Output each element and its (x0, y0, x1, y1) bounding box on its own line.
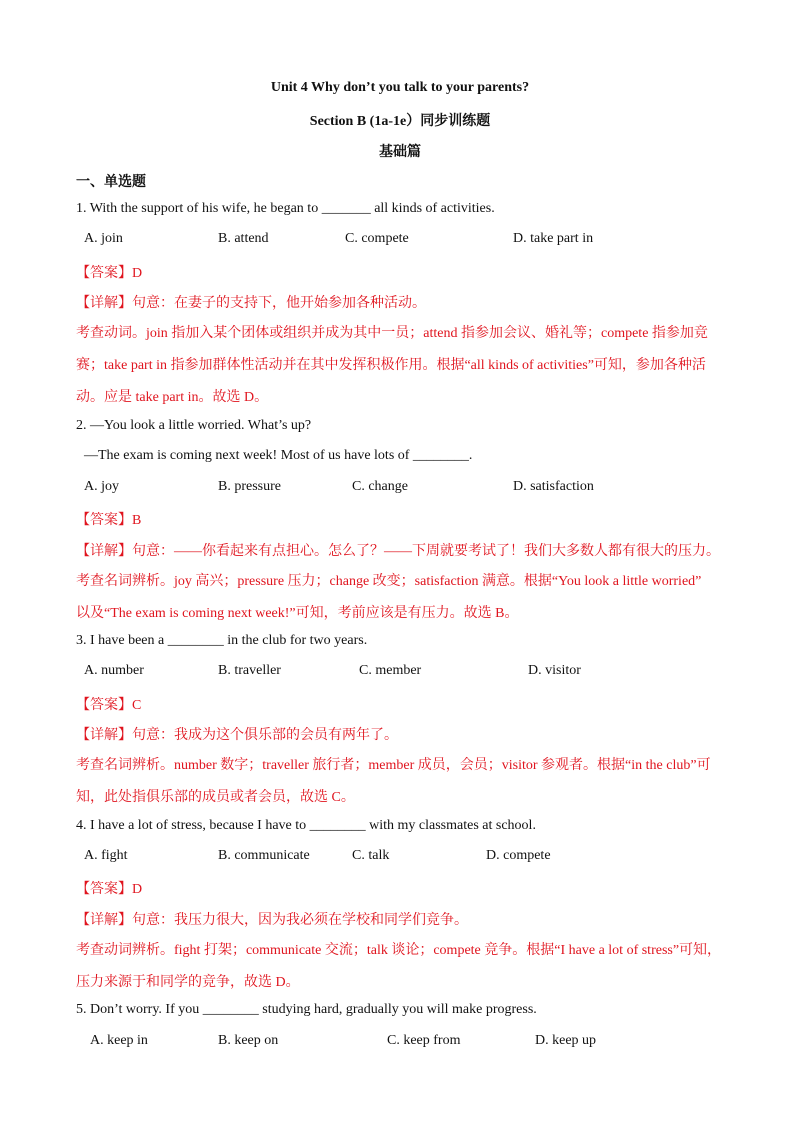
explanation-line: 考查名词辨析。joy 高兴；pressure 压力；change 改变；satisfaction 满意。根据“You look a little worried” (76, 574, 702, 589)
option-b: B. traveller (218, 663, 281, 678)
unit-title: Unit 4 Why don’t you talk to your parents? (270, 80, 530, 95)
option-d: D. keep up (535, 1033, 597, 1048)
option-d: D. take part in (513, 231, 594, 246)
question-stem: 1. With the support of his wife, he began to _______ all kinds of activities. (76, 201, 495, 216)
explanation-line: 考查名词辨析。number 数字；traveller 旅行者；member 成员，会员；visitor 参观者。根据“in the club”可 (76, 758, 711, 773)
answer-label: 【答案】B (76, 513, 142, 528)
explanation-line: 压力来源于和同学的竞争，故选 D。 (76, 975, 300, 990)
option-c: C. change (352, 479, 408, 494)
option-d: D. satisfaction (513, 479, 594, 494)
question-stem: 5. Don’t worry. If you ________ studying hard, gradually you will make progress. (76, 1002, 537, 1017)
option-d: D. compete (486, 848, 551, 863)
option-c: C. compete (345, 231, 409, 246)
option-a: A. number (84, 663, 144, 678)
explanation-line: 【详解】句意：我压力很大，因为我必须在学校和同学们竞争。 (76, 913, 468, 928)
answer-label: 【答案】C (76, 698, 142, 713)
option-c: C. talk (352, 848, 390, 863)
question-stem: 4. I have a lot of stress, because I have to ________ with my classmates at school. (76, 818, 536, 833)
question-stem-line2: —The exam is coming next week! Most of us have lots of ________. (84, 448, 473, 463)
explanation-line: 【详解】句意：在妻子的支持下，他开始参加各种活动。 (76, 296, 426, 311)
level-title: 基础篇 (379, 145, 421, 160)
explanation-line: 【详解】句意：——你看起来有点担心。怎么了？——下周就要考试了！我们大多数人都有很大的压力。 (76, 544, 720, 559)
option-a: A. join (84, 231, 123, 246)
explanation-line: 考查动词辨析。fight 打架；communicate 交流；talk 谈论；compete 竞争。根据“I have a lot of stress”可知， (76, 943, 722, 958)
option-a: A. keep in (90, 1033, 148, 1048)
explanation-line: 动。应是 take part in。故选 D。 (76, 390, 269, 405)
explanation-line: 以及“The exam is coming next week!”可知，考前应该是有压力。故选 B。 (76, 606, 519, 621)
option-a: A. fight (84, 848, 128, 863)
answer-label: 【答案】D (76, 266, 143, 281)
question-stem: 2. —You look a little worried. What’s up? (76, 418, 312, 433)
explanation-line: 赛；take part in 指参加群体性活动并在其中发挥积极作用。根据“all kinds of activities”可知，参加各种活 (76, 358, 706, 373)
option-b: B. pressure (218, 479, 281, 494)
explanation-line: 知，此处指俱乐部的成员或者会员，故选 C。 (76, 790, 355, 805)
option-a: A. joy (84, 479, 119, 494)
option-c: C. member (359, 663, 422, 678)
section-heading: 一、单选题 (76, 175, 146, 190)
option-b: B. communicate (218, 848, 310, 863)
section-title: Section B (1a-1e）同步训练题 (309, 114, 491, 129)
option-b: B. keep on (218, 1033, 279, 1048)
option-d: D. visitor (528, 663, 581, 678)
option-b: B. attend (218, 231, 269, 246)
option-c: C. keep from (387, 1033, 461, 1048)
answer-label: 【答案】D (76, 882, 143, 897)
question-stem: 3. I have been a ________ in the club for two years. (76, 633, 368, 648)
explanation-line: 考查动词。join 指加入某个团体或组织并成为其中一员；attend 指参加会议、婚礼等；compete 指参加竞 (76, 326, 708, 341)
explanation-line: 【详解】句意：我成为这个俱乐部的会员有两年了。 (76, 728, 398, 743)
